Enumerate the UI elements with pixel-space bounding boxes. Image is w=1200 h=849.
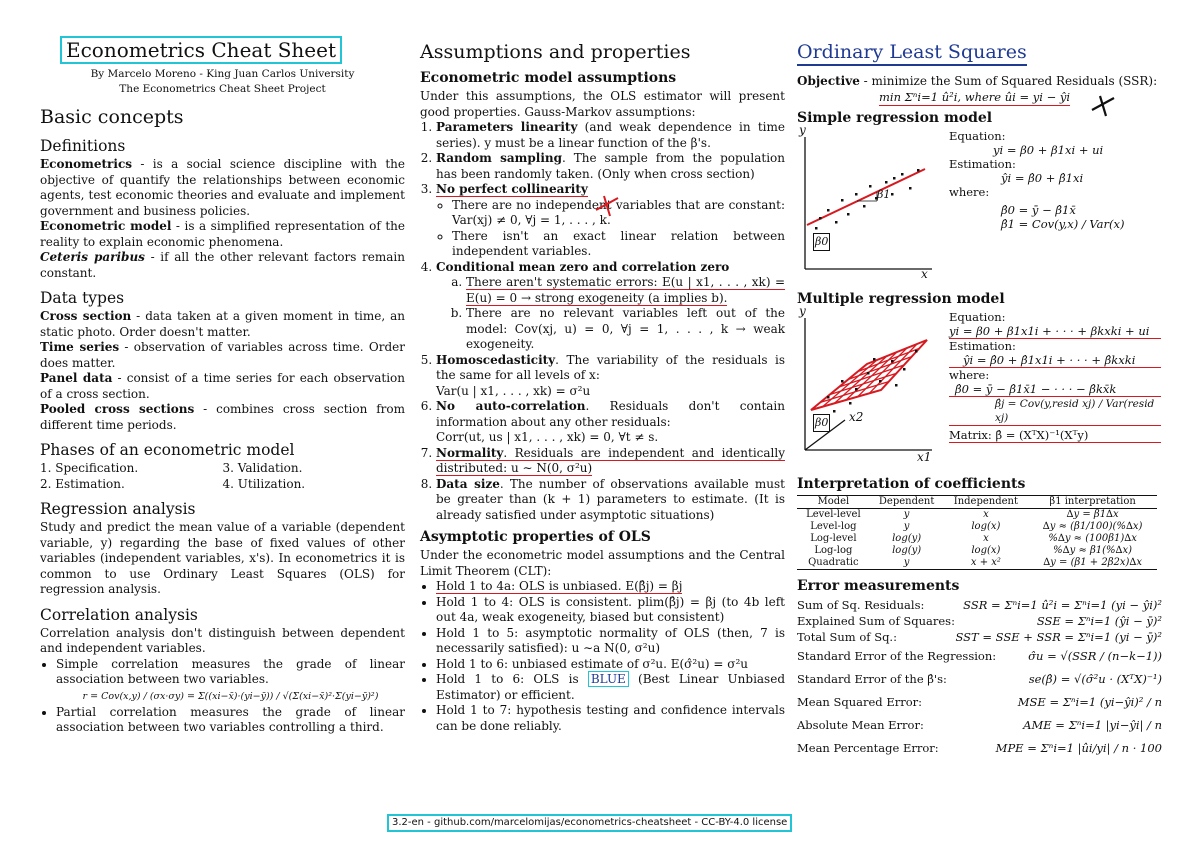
assumption-3: 3. No perfect collinearity ◦ There are no independent variables that are constant: Var(xj) ≠ 0, ∀j = 1, . . . , k. ◦ There isn't an exact linear relation between independent variables. [436,182,785,260]
simple-beta1-formula: β̂1 = Cov(y,x) / Var(x) [1001,217,1125,231]
multiple-equation: yi = β0 + β1x1i + · · · + βkxki + ui [949,324,1161,339]
heading-model-assumptions: Econometric model assumptions [420,70,677,86]
heading-definitions: Definitions [40,137,126,155]
regression-text: Study and predict the mean value of a variable (dependent variable, y) regarding the base of fixed values of other variables (independent variables, x's). In econometrics it is common to use Ordinary Least Squares (OLS) for regression analysis. [40,520,405,596]
interpretation-table [797,495,1157,570]
simple-regression-plot [797,129,937,279]
annotation-cross-icon [592,192,622,218]
correlation-text: Correlation analysis don't distinguish between dependent and independent variables. [40,625,405,655]
error-measure-formula: σ̂u = √(SSR / (n−k−1)) [1028,649,1162,663]
ols-objective-math: min Σⁿi=1 û²i, where ûi = yi − ŷi [879,90,1070,107]
multiple-axis-x1-label: x1 [917,450,932,464]
error-measurements-list [797,597,1162,760]
scatter-point [863,205,866,208]
plane-point [891,360,894,363]
table-cell: y [903,521,910,532]
table-cell: %∆y ≈ β1(%∆x) [1053,545,1133,556]
assumption-6: 6. No auto-correlation. Residuals don't contain information about any other residuals: Corr(ut, us | x1, . . . , xk) = 0, ∀t ≠ s. [436,399,785,446]
column-header: Dependent [878,496,935,507]
eq-label: Equation: [949,129,1006,143]
column-ols [797,36,1162,816]
table-cell: x [983,533,989,544]
simple-beta0-label: β0 [813,233,830,251]
where-label: where: [949,185,990,199]
plane-point [867,372,870,375]
plane-point [855,388,858,391]
scatter-point [819,217,822,220]
heading-simple-regression: Simple regression model [797,110,993,126]
plane-point [903,368,906,371]
simple-axis-y-label: y [799,123,806,137]
column-header: Independent [953,496,1019,507]
simple-beta0-formula: β̂0 = ȳ − β̂1x̄ [1001,203,1076,217]
error-measure-row [797,597,1162,613]
table-row [797,557,1157,570]
table-cell: Level-log [810,521,857,532]
section-basic-concepts: Basic concepts [40,106,184,128]
table-cell: Level-level [806,509,861,520]
column-header: β1 interpretation [1049,496,1136,507]
error-measure-formula: SSE = Σⁿi=1 (ŷi − ȳ)² [1036,614,1162,628]
multiple-axis-y-label: y [799,304,806,318]
table-row [797,509,1157,522]
blue-acronym: BLUE [588,671,629,687]
table-row [797,533,1157,545]
table-header-row [797,496,1157,509]
error-measure-formula: se(β̂) = √(σ̂²u · (XᵀX)⁻¹) [1028,672,1162,686]
plane-grid [820,344,919,407]
asymptotic-item: • Hold 1 to 5: asymptotic normality of OLS (then, 7 is necessarily satisfied): u ∼a N(0, σ²u) [436,626,785,657]
error-measure-label: Mean Squared Error: [797,695,923,709]
assumption-4b: b. There are no relevant variables left out of the model: Cov(xj, u) = 0, ∀j = 1, . . . , k → weak exogeneity. [466,306,785,353]
table-cell: x [983,509,989,520]
table-cell: log(y) [892,533,922,544]
error-measure-row [797,691,1162,714]
simple-equations [949,129,1159,231]
multiple-beta0-formula: β̂0 = ȳ − β̂1x̄1 − · · · − β̂kx̄k [949,382,1161,397]
eq-label: Equation: [949,310,1006,324]
error-measure-row [797,737,1162,760]
def-ceteris-paribus: Ceteris paribus - if all the other relevant factors remain constant. [40,250,405,280]
error-measure-label: Absolute Mean Error: [797,718,924,732]
annotation-cross-icon [1088,92,1118,118]
phase-item: 3. Validation. [222,461,303,475]
assumptions-intro: Under this assumptions, the OLS estimator will present good properties. Gauss-Markov assumptions: [420,89,785,119]
multiple-regression-block [797,304,1162,470]
error-measure-row [797,613,1162,629]
est-label: Estimation: [949,339,1016,353]
scatter-point [885,181,888,184]
byline-author: By Marcelo Moreno - King Juan Carlos University [90,68,355,80]
simple-axis-x-label: x [921,267,928,281]
scatter-point [909,187,912,190]
error-measure-formula: SSR = Σⁿi=1 û²i = Σⁿi=1 (yi − ŷi)² [963,598,1162,612]
def-pooled-cross-sections: Pooled cross sections - combines cross section from different time periods. [40,402,405,432]
error-measure-formula: SST = SSE + SSR = Σⁿi=1 (yi − ȳ)² [955,630,1162,644]
assumption-4a: a. There aren't systematic errors: E(u | x1, . . . , xk) = E(u) = 0 → strong exogeneity (a implies b). [466,275,785,306]
def-time-series: Time series - observation of variables across time. Order does matter. [40,340,405,370]
table-cell: y [903,557,910,568]
assumption-1: 1. Parameters linearity (and weak dependence in time series). y must be a linear function of the β's. [436,120,785,151]
page-title: Econometrics Cheat Sheet [60,36,342,64]
multiple-axis-x2-label: x2 [849,410,864,424]
scatter-point [841,199,844,202]
asymptotic-item: • Hold 1 to 6: OLS is BLUE (Best Linear Unbiased Estimator) or efficient. [436,672,785,703]
correlation-simple: • Simple correlation measures the grade of linear association between two variables. r = Cov(x,y) / (σx·σy) = Σ((xi−x̄)·(yi−ȳ)) / √(Σ(xi−x̄)²·Σ(yi−ȳ)²) [56,657,405,703]
matrix-formula: Matrix: β̂ = (XᵀX)⁻¹(Xᵀy) [949,428,1161,443]
error-measure-label: Explained Sum of Squares: [797,614,955,628]
heading-asymptotic: Asymptotic properties of OLS [420,529,651,545]
assumption-8: 8. Data size. The number of observations available must be greater than (k + 1) parameters to estimate. (It is already satisfied under asymptotic situations) [436,477,785,524]
assumptions-list [420,120,785,523]
section-assumptions: Assumptions and properties [420,41,691,63]
plane-point [827,396,830,399]
multiple-estimation: ŷi = β̂0 + β̂1x1i + · · · + β̂kxki [949,353,1161,368]
scatter-point [893,177,896,180]
scatter-point [901,173,904,176]
error-measure-label: Standard Error of the Regression: [797,649,997,663]
asymptotic-item: • Hold 1 to 4: OLS is consistent. plim(β̂j) = βj (to 4b left out 4a, weak exogeneity, biased but consistent) [436,595,785,626]
table-cell: Log-log [814,545,853,556]
def-econometrics: Econometrics - is a social science discipline with the objective of quantify the relationships between economic agents, test economic theories and evaluate and implement government and business policies. [40,157,405,218]
plane-point [849,402,852,405]
table-cell: log(x) [971,545,1001,556]
simple-regression-block [797,123,1162,289]
table-cell: ∆y ≈ (β1/100)(%∆x) [1042,521,1143,532]
table-cell: Quadratic [808,557,859,568]
multiple-beta0-label: β0 [813,414,830,432]
section-ols: Ordinary Least Squares [797,40,1027,66]
scatter-point [847,213,850,216]
table-cell: x + x² [970,557,1001,568]
heading-phases: Phases of an econometric model [40,441,295,459]
heading-regression-analysis: Regression analysis [40,500,196,518]
column-assumptions [420,36,785,734]
correlation-list [40,657,405,736]
error-measure-label: Mean Percentage Error: [797,741,939,755]
where-label: where: [949,368,990,382]
error-measure-row [797,629,1162,645]
phases-list [40,461,405,492]
table-row [797,521,1157,533]
assumption-5: 5. Homoscedasticity. The variability of the residuals is the same for all levels of x: Var(u | x1, . . . , xk) = σ²u [436,353,785,400]
assumption-3-bullet: ◦ There isn't an exact linear relation between independent variables. [452,229,785,260]
phase-item: 2. Estimation. [40,476,125,491]
error-measure-formula: AME = Σⁿi=1 |yi−ŷi| / n [1023,718,1162,732]
regression-line [807,169,925,225]
table-cell: ∆y = β1∆x [1066,509,1119,520]
heading-multiple-regression: Multiple regression model [797,291,1005,307]
ols-objective: Objective - minimize the Sum of Squared Residuals (SSR): [797,74,1158,88]
error-measure-row [797,668,1162,691]
error-measure-row [797,714,1162,737]
table-cell: %∆y ≈ (100β1)∆x [1048,533,1137,544]
phase-item: 1. Specification. [40,461,139,475]
table-cell: y [903,509,910,520]
multiple-betaj-formula: β̂j = Cov(y,resid xj) / Var(resid xj) [949,397,1161,426]
table-cell: log(y) [892,545,922,556]
plane-point [879,380,882,383]
heading-correlation-analysis: Correlation analysis [40,605,198,624]
heading-interpretation: Interpretation of coefficients [797,476,1026,492]
interpretation-rows [797,509,1157,570]
assumption-7: 7. Normality. Residuals are independent and identically distributed: u ∼ N(0, σ²u) [436,446,785,477]
est-label: Estimation: [949,157,1016,171]
def-econometric-model: Econometric model - is a simplified representation of the reality to explain economic phenomena. [40,219,405,249]
simple-beta1-label: β1 [877,188,891,201]
scatter-point [815,227,818,230]
correlation-partial: • Partial correlation measures the grade of linear association between two variables controlling a third. [56,705,405,736]
simple-estimation: ŷi = β̂0 + β̂1xi [1001,171,1084,185]
error-measure-label: Standard Error of the β̂'s: [797,672,947,686]
plane-point [873,358,876,361]
assumption-3-bullet: ◦ There are no independent variables that are constant: Var(xj) ≠ 0, ∀j = 1, . . . , k. [452,198,785,229]
heading-error-measurements: Error measurements [797,578,960,594]
scatter-point [869,185,872,188]
asymptotic-item: • Hold 1 to 6: unbiased estimate of σ²u. E(σ̂²u) = σ²u [436,657,785,673]
scatter-point [835,221,838,224]
error-measure-label: Total Sum of Sq.: [797,630,897,644]
correlation-formula: r = Cov(x,y) / (σx·σy) = Σ((xi−x̄)·(yi−ȳ)) / √(Σ(xi−x̄)²·Σ(yi−ȳ)²) [82,690,379,702]
byline-project: The Econometrics Cheat Sheet Project [119,83,326,95]
plane-point [895,384,898,387]
scatter-point [855,193,858,196]
scatter-point [891,193,894,196]
error-measure-formula: MSE = Σⁿi=1 (yi−ŷi)² / n [1017,695,1162,709]
table-cell: Log-level [810,533,857,544]
table-cell: log(x) [971,521,1001,532]
plane-point [841,380,844,383]
table-cell: ∆y = (β1 + 2β2x)∆x [1043,557,1143,568]
column-basic-concepts [40,36,405,736]
heading-data-types: Data types [40,289,125,307]
multiple-regression-plot [797,310,937,460]
error-measure-row [797,645,1162,668]
asymptotic-list [420,579,785,734]
asymptotic-item: • Hold 1 to 7: hypothesis testing and confidence intervals can be done reliably. [436,703,785,734]
assumption-4: 4. Conditional mean zero and correlation zero a. There aren't systematic errors: E(u | x1, . . . , xk) = E(u) = 0 → strong exogeneity (a implies b). b. There are no relevant variables left out of the model: Cov(xj, u) = 0, ∀j = 1, . . . , k → weak exogeneity. [436,260,785,353]
error-measure-formula: MPE = Σⁿi=1 |ûi/yi| / n · 100 [995,741,1162,755]
multiple-equations [949,310,1161,443]
asymptotic-item: • Hold 1 to 4a: OLS is unbiased. E(β̂j) = βj [436,579,785,595]
table-row [797,545,1157,557]
scatter-point [827,209,830,212]
scatter-point [917,169,920,172]
error-measure-label: Sum of Sq. Residuals: [797,598,925,612]
phase-item: 4. Utilization. [222,476,306,491]
simple-equation: yi = β0 + β1xi + ui [993,143,1104,157]
column-header: Model [817,496,850,507]
plane-point [833,410,836,413]
footer-license: 3.2-en - github.com/marcelomijas/econometrics-cheatsheet - CC-BY-4.0 license [387,814,792,832]
def-panel-data: Panel data - consist of a time series for each observation of a cross section. [40,371,405,401]
asymptotic-intro: Under the econometric model assumptions and the Central Limit Theorem (CLT): [420,548,785,578]
def-cross-section: Cross section - data taken at a given moment in time, an static photo. Order doesn't matter. [40,309,406,339]
plane-point [915,350,918,353]
assumption-2: 2. Random sampling. The sample from the population has been randomly taken. (Only when cross section) [436,151,785,182]
